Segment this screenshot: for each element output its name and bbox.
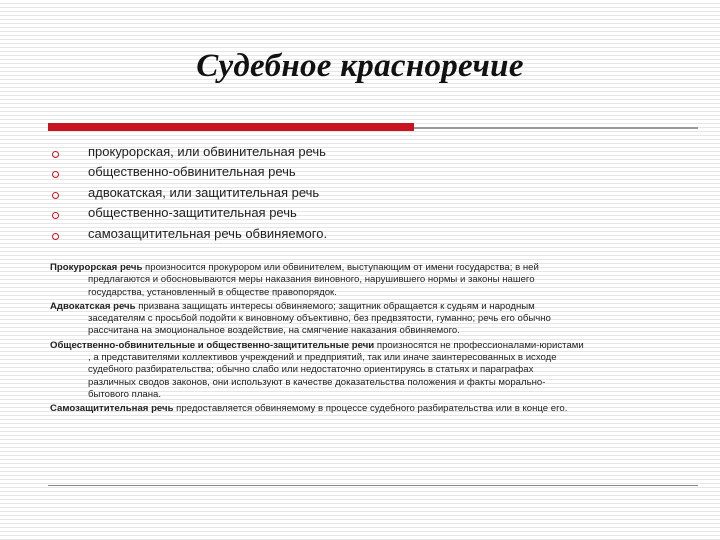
paragraph-line: заседателям с просьбой подойти к виновному объективно, без предвзятости, гуманно; речь его обычно xyxy=(88,313,551,325)
title-divider-red xyxy=(48,123,414,131)
bullet-text: самозащитительная речь обвиняемого. xyxy=(88,225,328,241)
list-item xyxy=(52,141,327,162)
bullet-text: адвокатская, или защитительная речь xyxy=(88,184,320,200)
list-item xyxy=(52,162,327,183)
slide-title: Судебное красноречие xyxy=(196,48,524,84)
paragraph-public xyxy=(50,340,670,401)
paragraph-lead: Адвокатская речь xyxy=(50,300,136,312)
paragraph-text: предоставляется обвиняемому в процессе судебного разбирательства или в конце его. xyxy=(173,403,568,415)
circle-bullet-icon xyxy=(52,151,59,158)
list-item xyxy=(52,182,327,203)
circle-bullet-icon xyxy=(52,233,59,240)
circle-bullet-icon xyxy=(52,212,59,219)
description-block xyxy=(50,262,670,418)
paragraph-text: призвана защищать интересы обвиняемого; защитник обращается к судьям и народным xyxy=(135,300,535,312)
paragraph-lead: Прокурорская речь xyxy=(50,262,143,273)
bullet-list xyxy=(52,141,327,244)
bullet-text: прокурорская, или обвинительная речь xyxy=(88,143,326,159)
paragraph-line: государства, установленный в обществе правопорядок. xyxy=(88,286,337,298)
paragraph-lead: Самозащитительная речь xyxy=(50,403,174,415)
circle-bullet-icon xyxy=(52,192,59,199)
paragraph-lead: Общественно-обвинительные и общественно-защитительные речи xyxy=(50,339,375,351)
list-item xyxy=(52,223,327,244)
paragraph-line: предлагаются и обосновываются меры наказания виновного, нарушившего нормы и законы нашего xyxy=(88,274,535,286)
bullet-text: общественно-защитительная речь xyxy=(88,205,297,221)
bottom-divider xyxy=(48,485,698,486)
paragraph-line: рассчитана на эмоциональное воздействие, на смягчение наказания обвиняемого. xyxy=(88,325,460,337)
paragraph-line: , а представителями коллективов учреждений и предприятий, так или иначе заинтересованных в исходе xyxy=(88,352,557,364)
list-item xyxy=(52,203,327,224)
paragraph-line: бытового плана. xyxy=(88,388,162,400)
paragraph-self-defense xyxy=(50,403,670,415)
bullet-text: общественно-обвинительная речь xyxy=(88,164,296,180)
paragraph-text: произносятся не профессионалами-юристами xyxy=(374,339,584,351)
paragraph-line: различных сводов законов, они используют в качестве доказательства положения и факты морально- xyxy=(88,376,546,388)
paragraph-prosecutor xyxy=(50,262,670,299)
paragraph-text: произносится прокурором или обвинителем, выступающим от имени государства; в ней xyxy=(142,262,539,273)
paragraph-line: судебного разбирательства; обычно слабо или недостаточно ориентируясь в статьях и параграфах xyxy=(88,364,534,376)
circle-bullet-icon xyxy=(52,171,59,178)
paragraph-advocate xyxy=(50,301,670,338)
